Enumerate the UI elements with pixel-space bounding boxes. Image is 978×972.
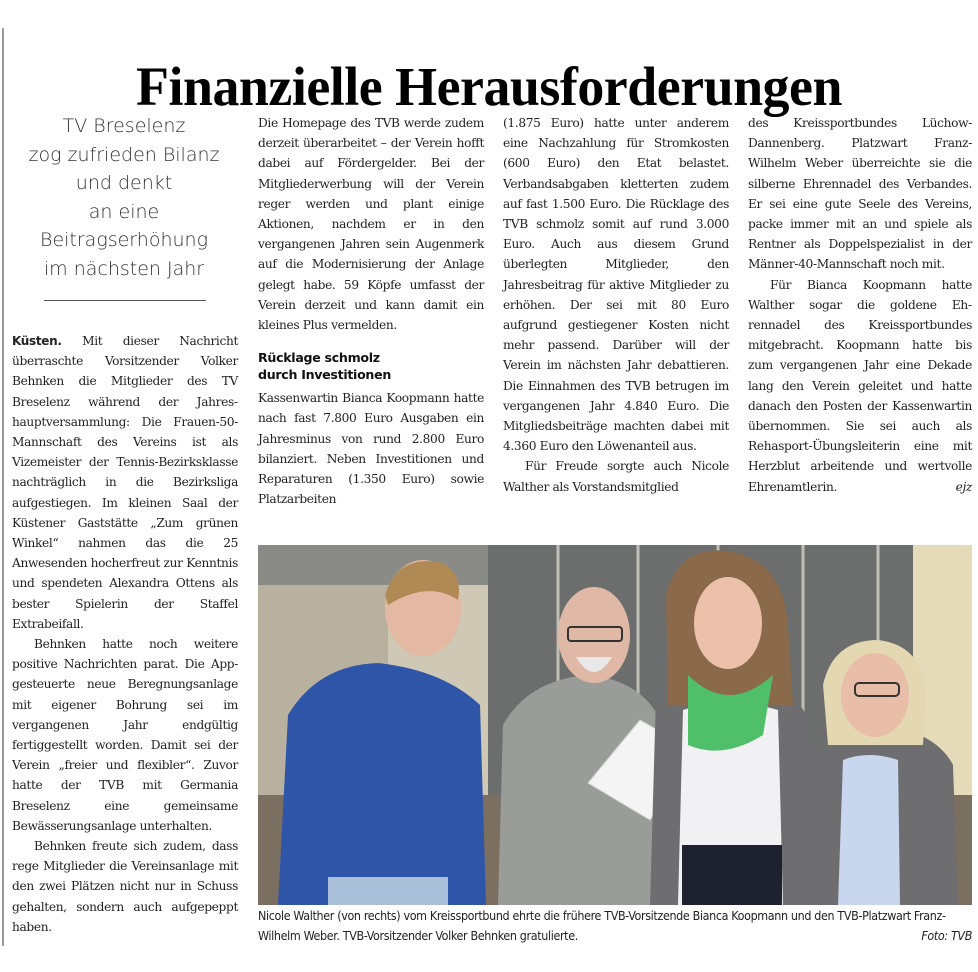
subheadline-line: an eine xyxy=(88,200,160,223)
paragraph: Für Freude sorgte auch Nicole Walther als Vorstandsmitglied xyxy=(503,459,729,494)
headline: Finanzielle Herausforderungen xyxy=(136,55,842,117)
subheadline-line: im nächsten Jahr xyxy=(43,257,205,280)
caption-text: Nicole Walther (von rechts) vom Kreissportbund ehrte die frühere TVB-Vorsitzende Bianca Koopmann und den TVB-Platzwart Franz-Wilhelm Weber. TVB-Vorsitzender Volker Behnken gratulierte. xyxy=(258,908,946,943)
subheadline-line: TV Breselenz xyxy=(62,115,186,137)
subheadline-line: und denkt xyxy=(75,172,173,194)
subhead-line: Rücklage schmolz xyxy=(258,350,380,366)
person-1-jeans xyxy=(328,877,448,905)
paragraph: Kassenwartin Bianca Koopmann hatte nach fast 7.800 Euro Ausgaben ein Jahresminus von rund 2.800 Euro bilanziert. Neben Investitionen und Reparaturen (1.350 Euro) sowie Platzarbeiten xyxy=(258,391,484,507)
article-column-1 xyxy=(12,331,238,937)
person-3-face xyxy=(694,577,762,669)
article-column-2 xyxy=(258,113,484,509)
subheadline-divider xyxy=(44,300,206,301)
article-column-3 xyxy=(503,113,729,497)
person-3-trousers xyxy=(682,845,782,905)
subheadline xyxy=(14,112,234,283)
article-photo xyxy=(258,545,972,905)
paragraph: des Kreissportbundes Lüchow-Dannenberg. Platzwart Franz-Wilhelm Weber überreichte sie die silberne Ehrennadel des Verbandes. Er sei eine gute Seele des Vereins, packe immer mit an und spiele als Rentner als Doppelspezialist in der Männer-40-Mannschaft noch mit. xyxy=(748,116,972,272)
subhead-line: durch Investitionen xyxy=(258,367,392,383)
paragraph: Behnken freute sich zudem, dass rege Mitglieder die Vereinsanlage mit den zwei Plätzen nicht nur in Schuss gehalten, sondern auch aufgepeppt haben. xyxy=(12,839,238,934)
subheadline-line: zog zufrieden Bilanz xyxy=(28,143,220,166)
paragraph: Die Homepage des TVB werde zudem derzeit überarbeitet – der Verein hofft dabei auf Fördergelder. Bei der Mitgliederwerbung will der Verein reger werden und plant einige Aktionen, nachdem er in den vergangenen Jahren sein Augenmerk auf die Modernisierung der Anlage gelegt habe. 59 Köpfe umfasst der Verein derzeit und kann damit ein kleines Plus vermelden. xyxy=(258,116,484,333)
dateline: Küsten. xyxy=(12,334,62,348)
subheadline-line: Beitragserhöhung xyxy=(40,229,208,251)
article-column-4 xyxy=(748,113,972,497)
paragraph: Behnken hatte noch weitere positive Nachrichten parat. Die App-gesteuerte neue Beregnungsanlage mit eigener Bohrung sei im vergangenen Jahr endgültig fertiggestellt worden. Damit sei der Verein „freier und flexibler“. Zuvor hatte der TVB mit Germania Breselenz eine gemeinsame Bewässerungsanlage unterhalten. xyxy=(12,637,238,833)
paragraph-text: Mit dieser Nachricht überraschte Vorsitzender Volker Behnken die Mitglieder des TV Breselenz während der Jahreshauptversammlung: Die Frauen-50-Mannschaft des Vereins ist als Vizemeister der Tennis-Bezirksklasse nachträglich in die Bezirksliga aufgestiegen. Im kleinen Saal der Küstener Gaststätte „Zum grünen Winkel“ nahmen das die 25 Anwesenden hocherfreut zur Kenntnis und spendeten Alexandra Ottens als bester Spielerin der Staffel Extrabeifall. xyxy=(12,334,238,631)
column-rule xyxy=(2,28,4,946)
photo-illustration xyxy=(258,545,972,905)
person-4-blouse xyxy=(838,755,900,905)
photo-credit: Foto: TVB xyxy=(921,927,972,943)
paragraph xyxy=(12,331,238,634)
photo-caption xyxy=(258,906,972,945)
paragraph-text: Für Bianca Koopmann hatte Walther sogar die goldene Ehrennadel des Kreissportbundes mitgebracht. Koopmann hatte bis zum vergangenen Jahr eine Dekade lang den Verein geleitet und hatte danach den Posten der Kassenwartin übernommen. Sie sei auch als Rehasport-Übungsleiterin eine mit Herzblut arbeitende und wertvolle Ehrenamtlerin. xyxy=(748,277,972,494)
paragraph xyxy=(748,275,972,497)
paragraph: (1.875 Euro) hatte unter anderem eine Nachzahlung für Stromkosten (600 Euro) den Etat belastet. Verbandsabgaben kletterten zudem auf fast 1.500 Euro. Die Rücklage des TVB schmolz somit auf rund 3.000 Euro. Auch aus diesem Grund überlegten Mitglieder, den Jahresbeitrag für aktive Mitglieder zu erhöhen. Der sei mit 80 Euro aufgrund gestiegener Kosten nicht mehr passend. Darüber will der Verein im nächsten Jahr debattieren. Die Einnahmen des TVB betrugen im vergangenen Jahr 4.840 Euro. Die Mitgliedsbeiträge machten dabei mit 4.360 Euro den Löwenanteil aus. xyxy=(503,116,729,454)
author-initials: ejz xyxy=(955,479,972,494)
section-subhead xyxy=(258,349,484,383)
person-1-shirt xyxy=(278,663,486,905)
